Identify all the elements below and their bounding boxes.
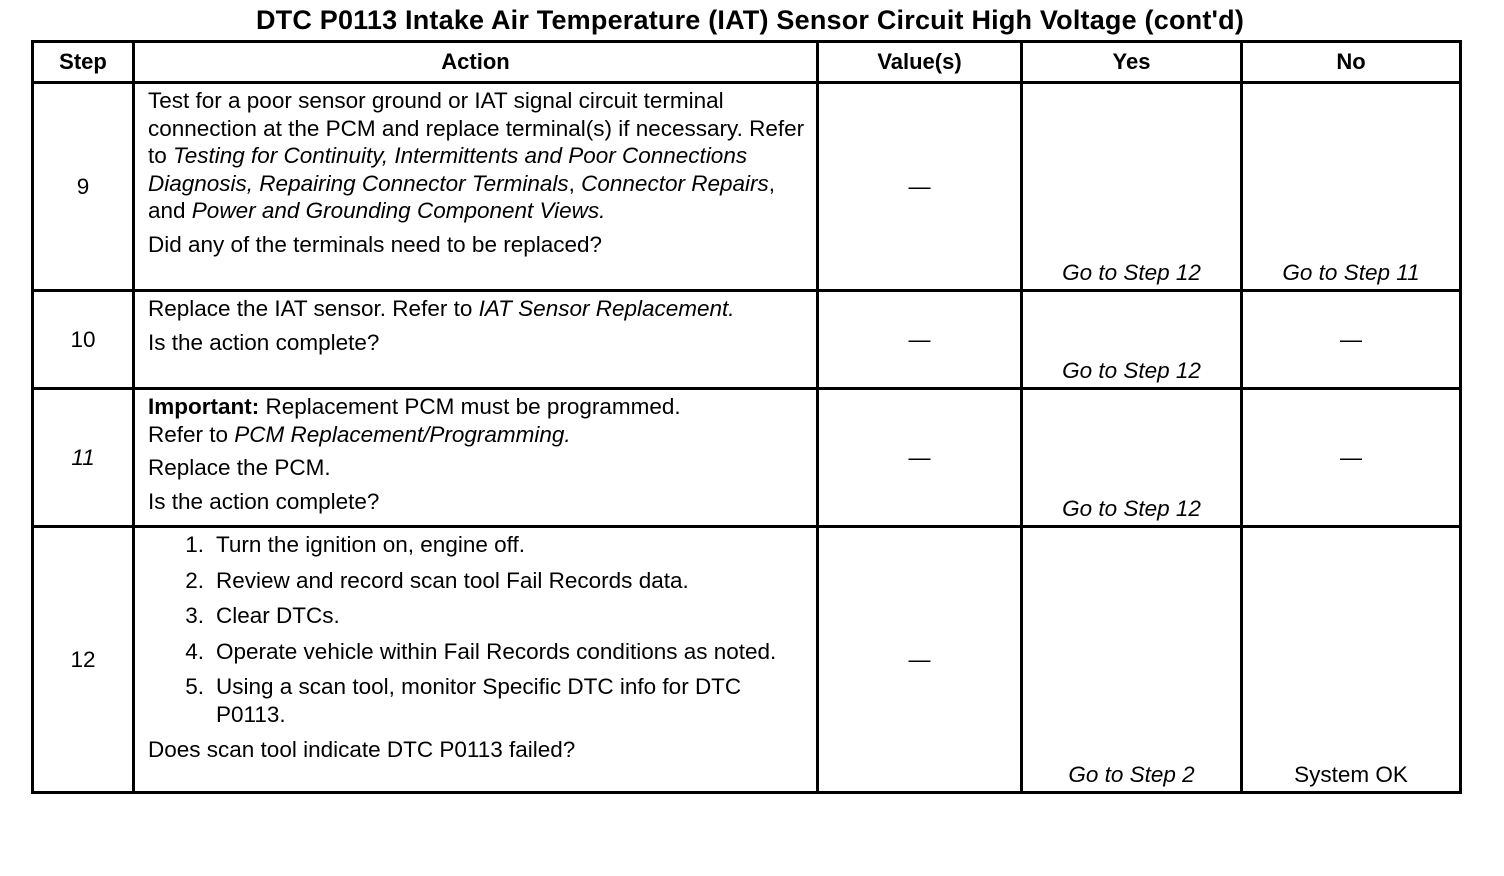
step-number: 12 bbox=[33, 527, 134, 793]
value-cell bbox=[818, 291, 1022, 389]
action-text: Refer to bbox=[148, 421, 235, 447]
action-cell bbox=[134, 291, 818, 389]
reference-link-text: Testing for Continuity, Intermittents and Poor Connections Diagnosis, Repairing Connector Terminals bbox=[148, 143, 748, 196]
list-item-number: 2. bbox=[185, 567, 204, 593]
value-dash: — bbox=[908, 444, 931, 470]
important-note bbox=[148, 393, 806, 421]
header-values: Value(s) bbox=[818, 42, 1022, 83]
table-row-step-11 bbox=[33, 389, 1461, 527]
action-cell bbox=[134, 527, 818, 793]
no-cell bbox=[1242, 389, 1461, 527]
action-paragraph bbox=[148, 421, 806, 449]
action-question: Is the action complete? bbox=[148, 488, 380, 514]
no-result: System OK bbox=[1294, 761, 1408, 787]
yes-result: Go to Step 12 bbox=[1062, 495, 1201, 521]
list-item-number: 3. bbox=[185, 603, 204, 628]
step-number: 11 bbox=[33, 389, 134, 527]
header-no: No bbox=[1242, 42, 1461, 83]
action-question: Is the action complete? bbox=[148, 329, 380, 355]
action-cell bbox=[134, 389, 818, 527]
list-item-text: Review and record scan tool Fail Records data. bbox=[216, 567, 689, 593]
list-item-number: 4. bbox=[185, 638, 204, 664]
header-row bbox=[33, 42, 1461, 83]
value-dash: — bbox=[908, 326, 931, 352]
yes-result: Go to Step 12 bbox=[1062, 357, 1201, 383]
reference-link-text: Power and Grounding Component Views. bbox=[191, 198, 606, 223]
no-result: Go to Step 11 bbox=[1282, 259, 1420, 285]
action-paragraph bbox=[148, 295, 806, 323]
no-dash: — bbox=[1340, 326, 1362, 352]
table-row-step-12 bbox=[33, 527, 1461, 793]
action-text: Replace the IAT sensor. Refer to bbox=[148, 296, 479, 321]
action-question: Does scan tool indicate DTC P0113 failed? bbox=[148, 737, 576, 762]
yes-cell bbox=[1022, 389, 1242, 527]
table-row-step-9 bbox=[33, 83, 1461, 291]
list-item-text: Using a scan tool, monitor Specific DTC info for DTC P0113. bbox=[216, 674, 742, 727]
action-paragraph bbox=[148, 87, 806, 225]
table-row-step-10 bbox=[33, 291, 1461, 389]
value-cell bbox=[818, 83, 1022, 291]
no-cell bbox=[1242, 83, 1461, 291]
action-question: Did any of the terminals need to be replaced? bbox=[148, 231, 603, 257]
header-yes: Yes bbox=[1022, 42, 1242, 83]
no-cell bbox=[1242, 291, 1461, 389]
reference-link-text: IAT Sensor Replacement. bbox=[478, 296, 735, 321]
action-text: , and bbox=[148, 170, 775, 223]
no-dash: — bbox=[1340, 444, 1362, 470]
reference-link-text: Connector Repairs bbox=[581, 170, 769, 196]
yes-cell bbox=[1022, 527, 1242, 793]
action-text: , bbox=[568, 170, 582, 196]
value-cell bbox=[818, 527, 1022, 793]
action-cell bbox=[134, 83, 818, 291]
page-title: DTC P0113 Intake Air Temperature (IAT) Sensor Circuit High Voltage (cont'd) bbox=[255, 5, 1245, 35]
step-number: 10 bbox=[33, 291, 134, 389]
yes-cell bbox=[1022, 83, 1242, 291]
action-text: Test for a poor sensor ground or IAT signal circuit terminal connection at the PCM and replace terminal(s) if necessary. Refer to bbox=[148, 88, 805, 168]
header-step: Step bbox=[33, 42, 134, 83]
important-label: Important: bbox=[148, 394, 260, 419]
diagnostic-table bbox=[31, 40, 1462, 794]
list-item bbox=[148, 567, 806, 595]
no-cell bbox=[1242, 527, 1461, 793]
list-item bbox=[148, 638, 806, 666]
list-item-number: 1. bbox=[185, 532, 204, 557]
yes-result: Go to Step 12 bbox=[1062, 259, 1201, 285]
action-instruction: Replace the PCM. bbox=[148, 455, 331, 480]
list-item bbox=[148, 602, 806, 630]
list-item-text: Turn the ignition on, engine off. bbox=[216, 532, 525, 557]
yes-result: Go to Step 2 bbox=[1068, 761, 1195, 787]
header-action: Action bbox=[134, 42, 818, 83]
value-cell bbox=[818, 389, 1022, 527]
value-dash: — bbox=[908, 646, 931, 672]
list-item bbox=[148, 673, 806, 728]
step-number: 9 bbox=[33, 83, 134, 291]
list-item-text: Operate vehicle within Fail Records conditions as noted. bbox=[216, 638, 777, 664]
list-item-text: Clear DTCs. bbox=[216, 603, 340, 628]
list-item bbox=[148, 531, 806, 559]
list-item-number: 5. bbox=[185, 674, 204, 699]
procedure-list bbox=[148, 531, 806, 728]
yes-cell bbox=[1022, 291, 1242, 389]
reference-link-text: PCM Replacement/Programming. bbox=[234, 421, 571, 447]
value-dash: — bbox=[908, 173, 931, 199]
important-text: Replacement PCM must be programmed. bbox=[259, 394, 681, 419]
